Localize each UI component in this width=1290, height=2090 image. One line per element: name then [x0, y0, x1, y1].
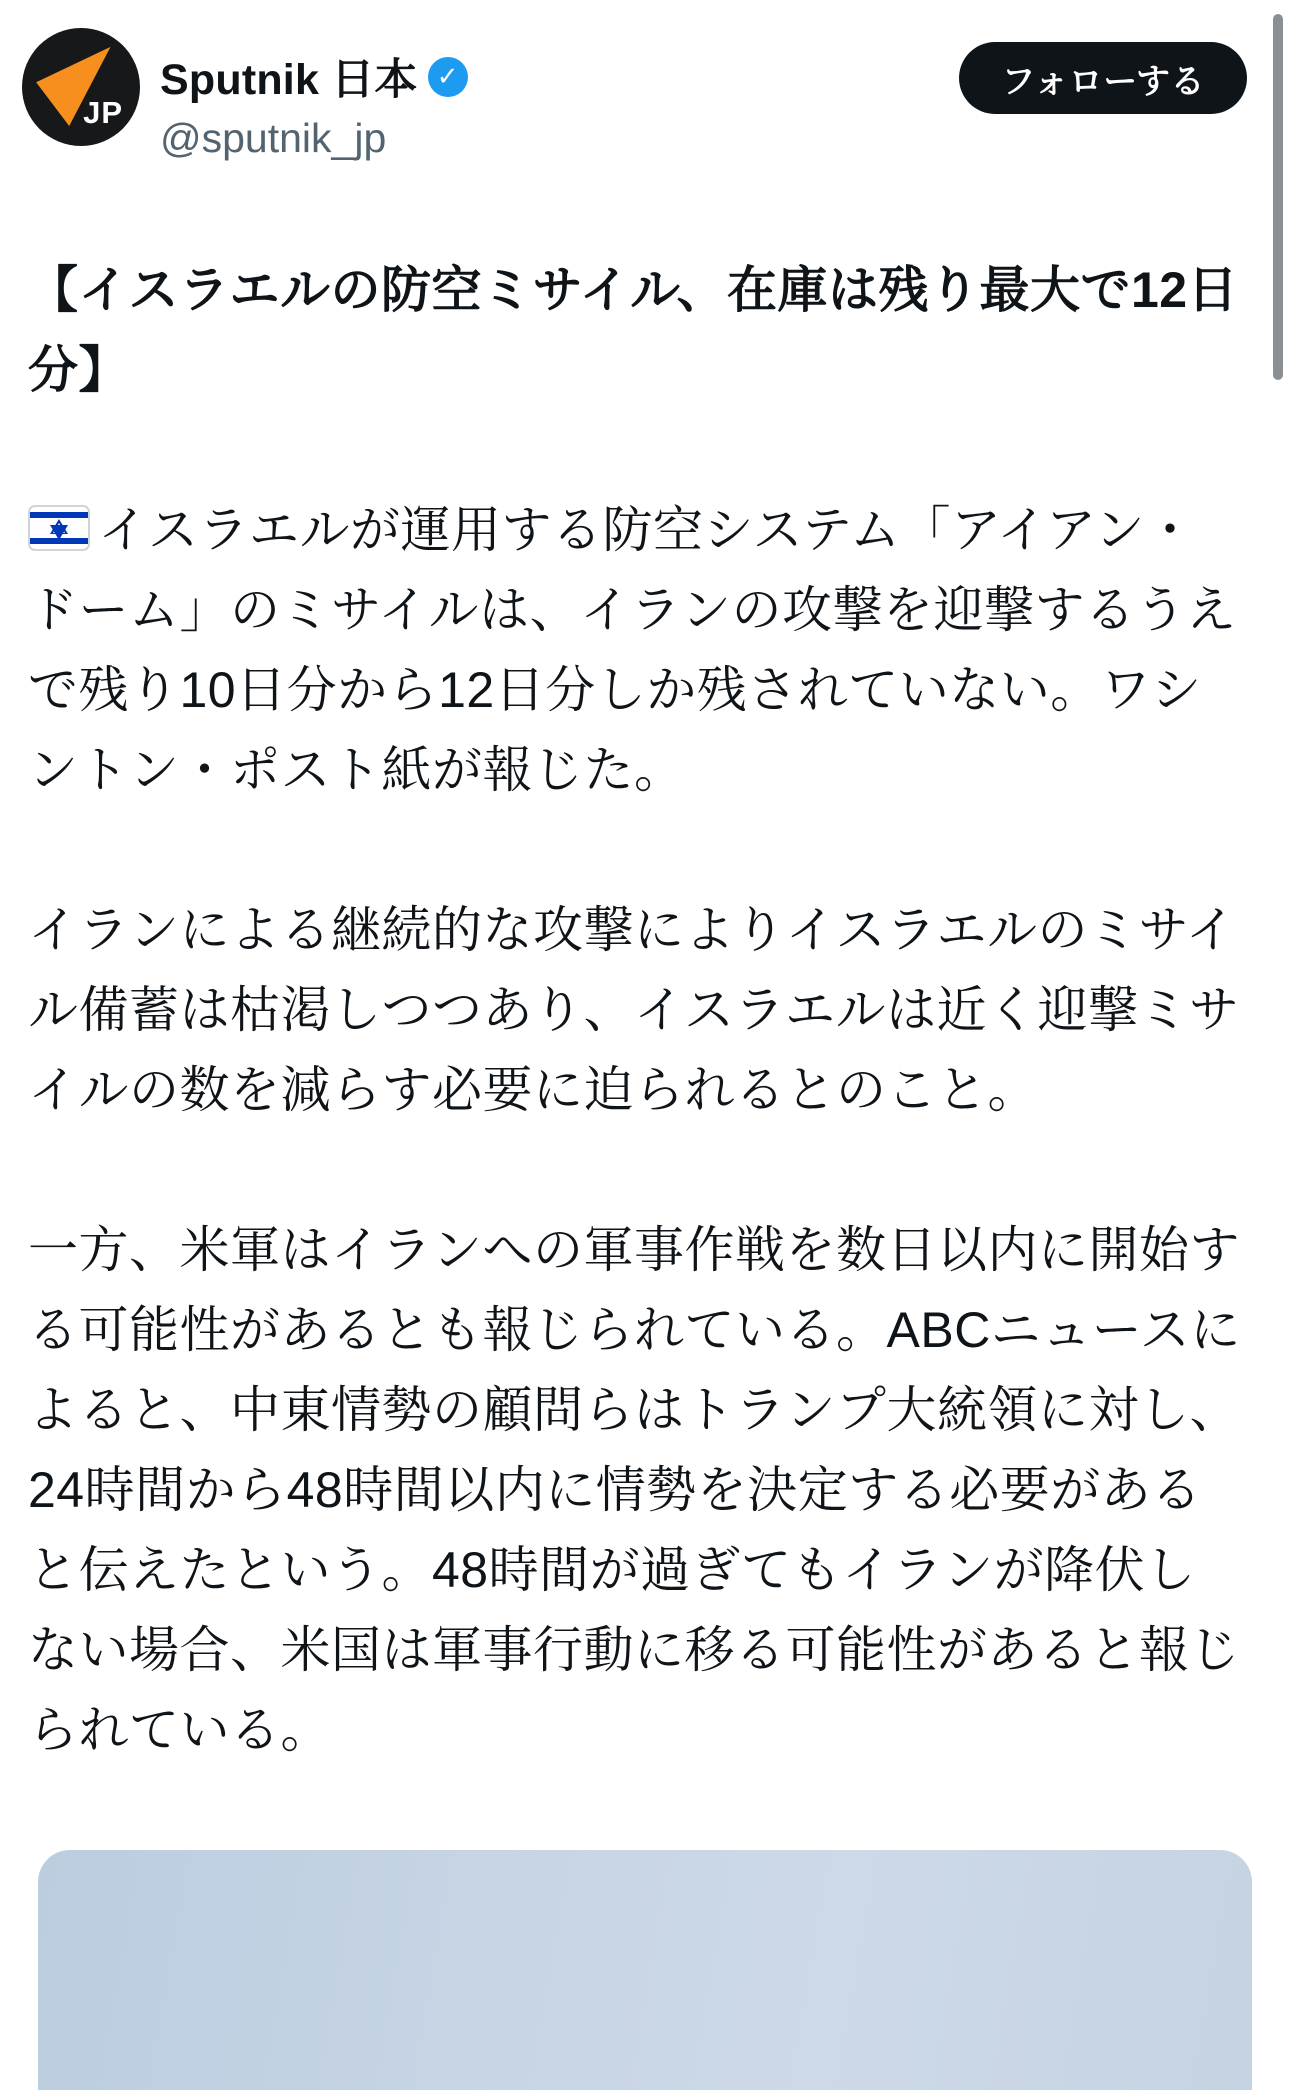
- verified-badge-icon: ✓: [428, 57, 468, 97]
- follow-button[interactable]: フォローする: [959, 42, 1247, 114]
- tweet-headline: 【イスラエルの防空ミサイル、在庫は残り最大で12日分】: [28, 262, 1239, 398]
- israel-flag-icon: [28, 505, 90, 551]
- attached-photo[interactable]: [38, 1850, 1252, 2090]
- tweet-paragraph: イランによる継続的な攻撃によりイスラエルのミサイル備蓄は枯渇しつつあり、イスラエルは近く迎撃ミサイルの数を減らす必要に迫られるとのこと。: [28, 902, 1240, 1118]
- display-name: Sputnik 日本: [160, 56, 418, 104]
- scrollbar-thumb[interactable]: [1273, 14, 1283, 380]
- avatar[interactable]: [22, 28, 140, 146]
- profile-link[interactable]: [160, 46, 468, 162]
- tweet-paragraph-text: イスラエルが運用する防空システム「アイアン・ドーム」のミサイルは、イランの攻撃を迎撃するうえで残り10日分から12日分しか残されていない。ワシントン・ポスト紙が報じた。: [28, 502, 1237, 798]
- tweet-paragraph: [28, 490, 1244, 810]
- avatar-initials: JP: [83, 95, 123, 130]
- profile-handle: @sputnik_jp: [160, 115, 387, 161]
- tweet-text: [28, 250, 1244, 2090]
- tweet-paragraph: 一方、米軍はイランへの軍事作戦を数日以内に開始する可能性があるとも報じられている。ABCニュースによると、中東情勢の顧問らはトランプ大統領に対し、24時間から48時間以内に情勢を決定する必要があると伝えたという。48時間が過ぎてもイランが降伏しない場合、米国は軍事行動に移る可能性があると報じられている。: [28, 1222, 1241, 1758]
